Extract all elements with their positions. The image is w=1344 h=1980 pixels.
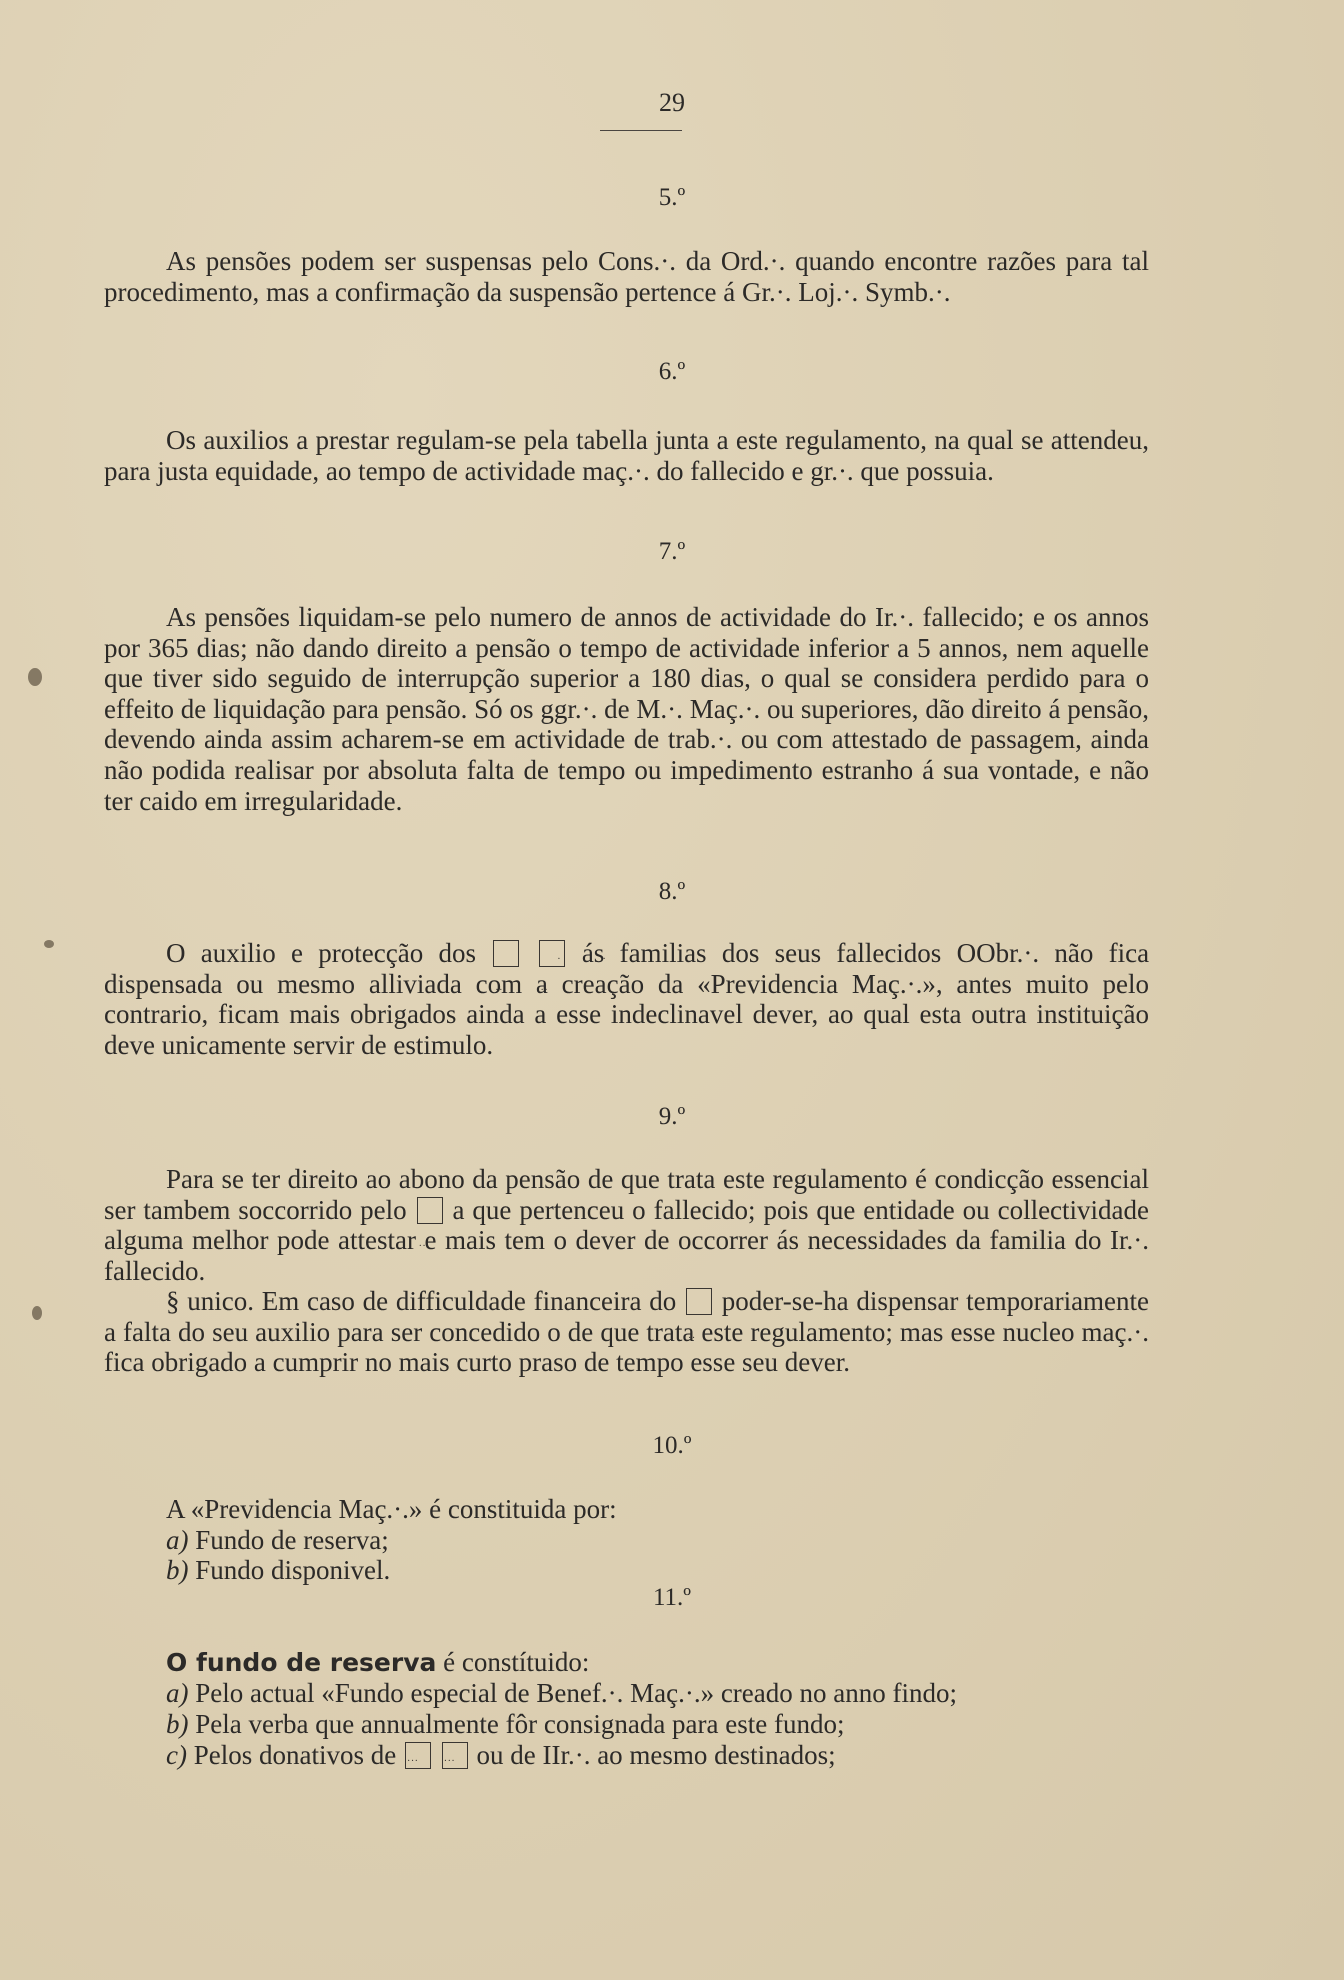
item-text-b: ou de IIr.·. ao mesmo destinados;	[476, 1740, 836, 1770]
item-marker: c)	[166, 1740, 187, 1770]
section-8-text-b: ás familias dos seus fallecidos OObr.·. não fica dispensada ou mesmo alliviada com a creação da «Previdencia Maç.·.», antes muito pelo contrario, ficam mais obrigados ainda a esse indeclinavel dever, ao qual esta outra instituição deve unicamente servir de estimulo.	[104, 938, 1150, 1060]
item-text: Pela verba que annualmente fôr consignada para este fundo;	[195, 1709, 845, 1739]
item-marker: a)	[166, 1525, 189, 1555]
item-marker: b)	[166, 1555, 189, 1585]
paper-speck	[28, 668, 42, 686]
item-text: Fundo disponivel.	[195, 1555, 391, 1585]
section-9-paragraph-unico	[104, 1286, 1149, 1378]
section-9-paragraph-1	[104, 1164, 1149, 1286]
item-marker: b)	[166, 1709, 189, 1739]
section-11-item-c	[166, 1740, 836, 1771]
section-heading-5: 5.º	[658, 184, 686, 211]
section-11-item-a	[166, 1678, 957, 1709]
page-number-rule	[600, 130, 682, 131]
item-text: Pelo actual «Fundo especial de Benef.·. Maç.·.» creado no anno findo;	[195, 1678, 957, 1708]
section-9-unico-text-b: poder-se-ha dispensar temporariamente a falta do seu auxilio para ser concedido o de que trata este regulamento; mas esse nucleo maç.·. fica obrigado a cumprir no mais curto praso de tempo esse seu dever.	[104, 1286, 1150, 1378]
section-heading-8: 8.º	[658, 878, 686, 905]
section-heading-7: 7.º	[658, 538, 686, 565]
section-11-item-b	[166, 1709, 845, 1740]
section-10-item-b	[166, 1555, 390, 1586]
section-10-intro: A «Previdencia Maç.·.» é constituida por:	[166, 1494, 617, 1524]
item-text: Fundo de reserva;	[195, 1525, 389, 1555]
section-5-paragraph: As pensões podem ser suspensas pelo Cons.·. da Ord.·. quando encontre razões para tal procedimento, mas a confirmação da suspensão pertence á Gr.·. Loj.·. Symb.·.	[104, 246, 1149, 307]
lodge-symbol-icon	[442, 1742, 468, 1769]
section-heading-10: 10.º	[652, 1432, 692, 1459]
section-11-intro	[166, 1647, 589, 1679]
section-9-text-a: Para se ter direito ao abono da pensão de que trata este regulamento é condicção essencial ser tambem soccorrido pelo	[104, 1164, 1149, 1225]
section-heading-6: 6.º	[658, 358, 686, 385]
fund-term: O fundo de reserva	[166, 1648, 437, 1677]
section-9-text-b: a que pertenceu o fallecido; pois que entidade ou collectividade alguma melhor pode attestar e mais tem o dever de occorrer ás necessidades da familia do Ir.·. fallecido.	[104, 1194, 1150, 1286]
section-8-paragraph	[104, 938, 1149, 1060]
item-text-a: Pelos donativos de	[193, 1740, 397, 1770]
lodge-symbol-icon	[493, 940, 519, 967]
lodge-symbol-icon	[405, 1742, 431, 1769]
page-number: 29	[659, 88, 685, 117]
section-10-item-a	[166, 1525, 389, 1556]
section-6-paragraph: Os auxilios a prestar regulam-se pela tabella junta a este regulamento, na qual se attendeu, para justa equidade, ao tempo de actividade maç.·. do fallecido e gr.·. que possuia.	[104, 425, 1149, 486]
paper-speck	[32, 1306, 42, 1320]
lodge-symbol-icon	[686, 1288, 712, 1315]
lodge-symbol-icon	[539, 940, 565, 967]
section-9-unico-text-a: § unico. Em caso de difficuldade financeira do	[166, 1286, 677, 1316]
intro-rest: é constítuido:	[443, 1647, 590, 1677]
paper-speck	[44, 940, 54, 948]
lodge-symbol-icon	[417, 1197, 443, 1224]
item-marker: a)	[166, 1678, 189, 1708]
section-8-text-a: O auxilio e protecção dos	[166, 938, 476, 968]
section-heading-11: 11.º	[652, 1584, 692, 1611]
section-heading-9: 9.º	[658, 1103, 686, 1130]
section-7-paragraph: As pensões liquidam-se pelo numero de annos de actividade do Ir.·. fallecido; e os annos por 365 dias; não dando direito a pensão o tempo de actividade inferior a 5 annos, nem aquelle que tiver sido seguido de interrupção superior a 180 dias, o qual se considera perdido para o effeito de liquidação para pensão. Só os ggr.·. de M.·. Maç.·. ou superiores, dão direito á pensão, devendo ainda assim acharem-se em actividade de trab.·. ou com attestado de passagem, ainda não podida realisar por absoluta falta de tempo ou impedimento estranho á sua vontade, e não ter caido em irregularidade.	[104, 602, 1149, 816]
